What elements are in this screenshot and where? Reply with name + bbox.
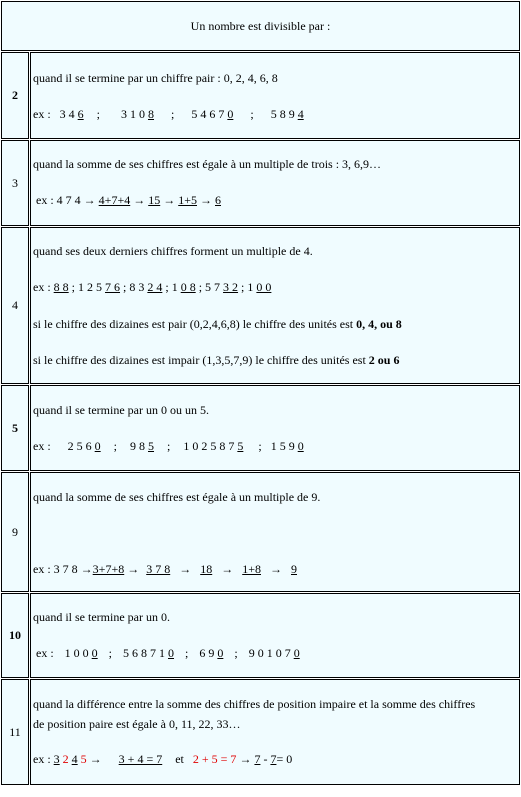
row-number-4: 4 <box>1 227 29 384</box>
row-number-9: 9 <box>1 472 29 592</box>
rule-text: quand il se termine par un 0. <box>33 610 170 624</box>
example-line: ex : 1 0 0 0 ; 5 6 8 7 1 0 ; 6 9 0 ; 9 0 1 0 7 0 <box>36 646 300 660</box>
row-content-10 <box>30 593 520 678</box>
example-line: ex : 3 2 4 5 → 3 + 4 = 7 et 2 + 5 = 7 → 7 - 7= 0 <box>33 752 293 766</box>
row-number-2: 2 <box>1 52 29 139</box>
example-line: ex : 8 8 ; 1 2 5 7 6 ; 8 3 2 4 ; 1 0 8 ; 5 7 3 2 ; 1 0 0 <box>33 280 272 294</box>
row-content-2 <box>30 52 520 139</box>
rule-text-continued: de position paire est égale à 0, 11, 22, 33… <box>33 717 241 731</box>
rule-text: quand la somme de ses chiffres est égale à un multiple de 9. <box>33 490 321 504</box>
rule-text: quand ses deux derniers chiffres forment un multiple de 4. <box>33 244 313 258</box>
example-number: 3 1 0 8 <box>121 107 155 121</box>
row-content-5 <box>30 385 520 471</box>
example-number: 5 8 9 4 <box>270 107 304 121</box>
example-line: ex : 2 5 6 0 ; 9 8 5 ; 1 0 2 5 8 7 5 ; 1 5 9 0 <box>33 439 304 453</box>
row-content-3 <box>30 140 520 226</box>
row-number-10: 10 <box>1 593 29 678</box>
rule-detail-even: si le chiffre des dizaines est pair (0,2,4,6,8) le chiffre des unités est 0, 4, ou 8 <box>33 317 402 331</box>
table-header: Un nombre est divisible par : <box>1 1 520 51</box>
rule-text: quand la différence entre la somme des chiffres de position impaire et la somme des chiffres <box>33 697 476 711</box>
example-number: 5 4 6 7 0 <box>191 107 234 121</box>
row-content-11 <box>30 679 520 785</box>
rule-detail-odd: si le chiffre des dizaines est impair (1,3,5,7,9) le chiffre des unités est 2 ou 6 <box>33 353 400 367</box>
row-content-9 <box>30 472 520 592</box>
rule-text: quand il se termine par un 0 ou un 5. <box>33 403 209 417</box>
row-number-3: 3 <box>1 140 29 226</box>
example-label: ex : <box>33 107 51 121</box>
row-number-5: 5 <box>1 385 29 471</box>
example-number: 3 4 6 <box>59 107 84 121</box>
row-content-4 <box>30 227 520 384</box>
example-line: ex : 4 7 4 → 4+7+4 → 15 → 1+5 → 6 <box>36 193 221 207</box>
row-number-11: 11 <box>1 679 29 785</box>
example-line: ex : 3 7 8 →3+7+8 → 3 7 8 → 18 → 1+8 → 9 <box>33 562 297 576</box>
rule-text: quand il se termine par un chiffre pair : 0, 2, 4, 6, 8 <box>33 71 278 85</box>
example-line: ex : 3 4 6 ; 3 1 0 8 ; 5 4 6 7 0 ; 5 8 9 4 <box>33 107 304 121</box>
rule-text: quand la somme de ses chiffres est égale à un multiple de trois : 3, 6,9… <box>33 157 382 171</box>
